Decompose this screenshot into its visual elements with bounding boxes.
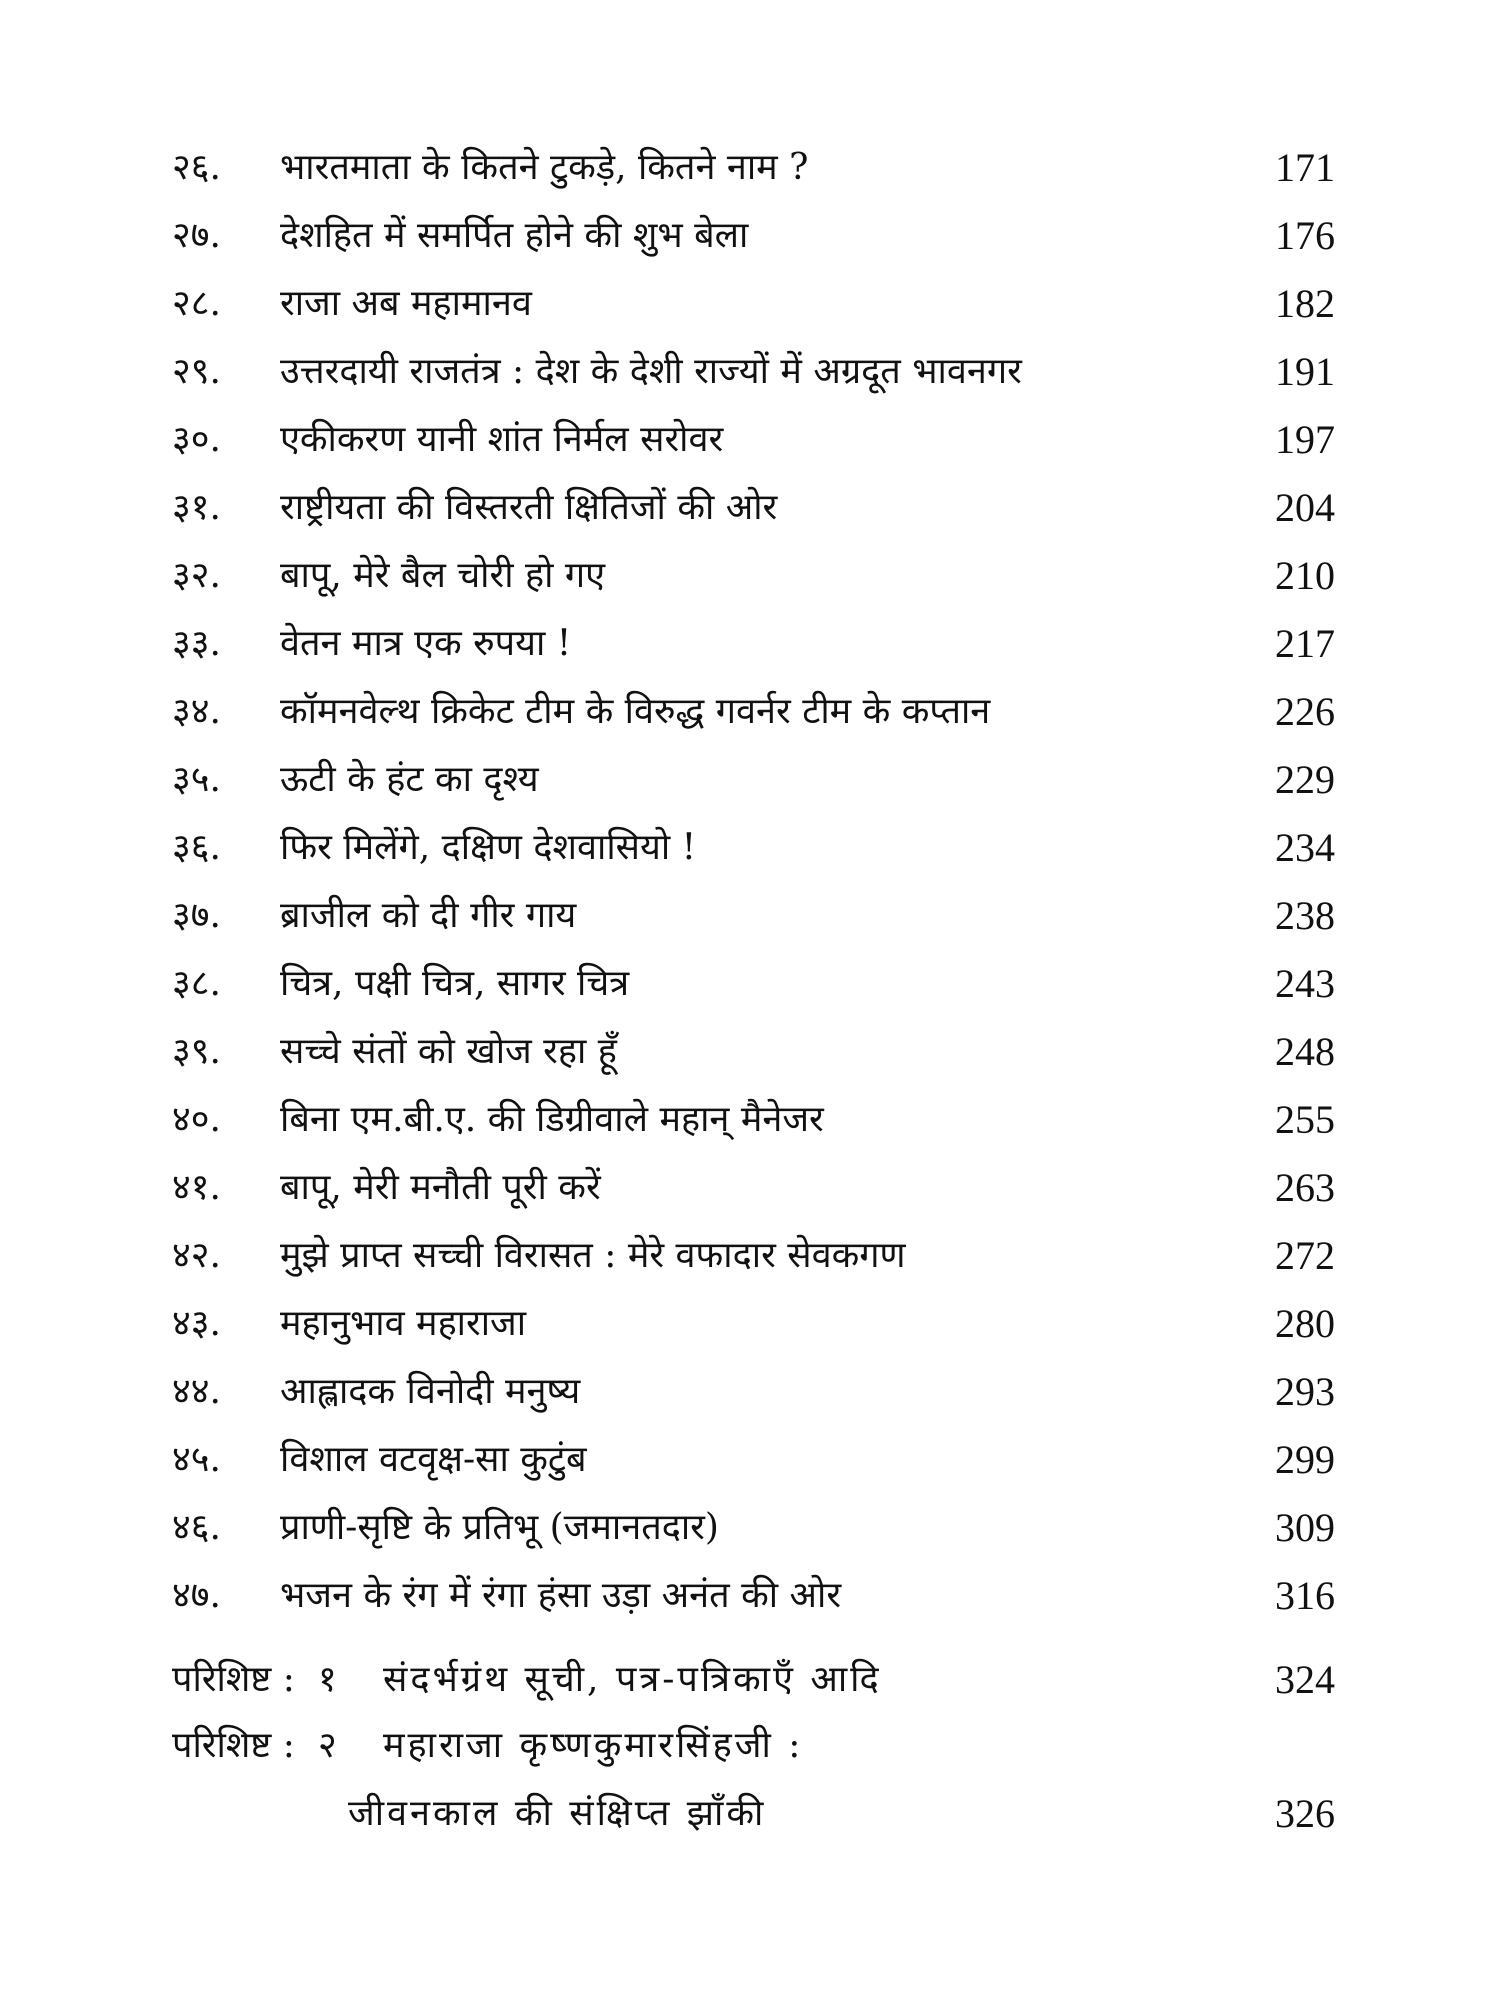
entry-number: ४२. (172, 1235, 221, 1276)
entry-title: ब्राजील को दी गीर गाय (280, 895, 577, 936)
entry-title: फिर मिलेंगे, दक्षिण देशवासियो ! (280, 827, 697, 868)
entry-title: आह्लादक विनोदी मनुष्य (280, 1371, 581, 1412)
entry-page: 217 (1275, 621, 1335, 666)
toc-entry (0, 1294, 1500, 1354)
entry-page: 182 (1275, 281, 1335, 326)
toc-entry (0, 274, 1500, 334)
entry-title: भजन के रंग में रंगा हंसा उड़ा अनंत की ओर (280, 1575, 842, 1616)
appendix-number: १ (318, 1659, 337, 1700)
entry-title: राष्ट्रीयता की विस्तरती क्षितिजों की ओर (280, 487, 778, 528)
entry-number: ४६. (172, 1507, 221, 1548)
entry-title: उत्तरदायी राजतंत्र : देश के देशी राज्यों में अग्रदूत भावनगर (280, 351, 1022, 392)
appendix-continuation-page: 326 (1275, 1791, 1335, 1836)
appendix-label: परिशिष्ट : (172, 1659, 295, 1700)
entry-title: सच्चे संतों को खोज रहा हूँ (280, 1031, 617, 1072)
entry-number: ३८. (172, 963, 221, 1004)
entry-number: ४४. (172, 1371, 221, 1412)
entry-number: ३३. (172, 623, 221, 664)
toc-entry (0, 954, 1500, 1014)
appendix-page: 324 (1275, 1657, 1335, 1702)
entry-page: 299 (1275, 1437, 1335, 1482)
entry-page: 280 (1275, 1301, 1335, 1346)
entry-page: 191 (1275, 349, 1335, 394)
entry-title: बापू, मेरी मनौती पूरी करें (280, 1167, 601, 1208)
entry-page: 197 (1275, 417, 1335, 462)
entry-number: ३४. (172, 691, 221, 732)
toc-entry (0, 750, 1500, 810)
entry-title: विशाल वटवृक्ष-सा कुटुंब (280, 1439, 587, 1480)
entry-title: चित्र, पक्षी चित्र, सागर चित्र (280, 963, 630, 1004)
entry-page: 255 (1275, 1097, 1335, 1142)
entry-page: 234 (1275, 825, 1335, 870)
toc-entry (0, 818, 1500, 878)
entry-page: 316 (1275, 1573, 1335, 1618)
entry-title: राजा अब महामानव (280, 283, 532, 324)
toc-entry (0, 1498, 1500, 1558)
toc-entry (0, 682, 1500, 742)
toc-entry (0, 614, 1500, 674)
entry-page: 176 (1275, 213, 1335, 258)
entry-page: 309 (1275, 1505, 1335, 1550)
entry-number: ३७. (172, 895, 221, 936)
entry-number: ३९. (172, 1031, 221, 1072)
entry-number: ३२. (172, 555, 221, 596)
appendix-continuation-title: जीवनकाल की संक्षिप्त झाँकी (348, 1793, 767, 1834)
toc-entry (0, 1158, 1500, 1218)
entry-number: ३५. (172, 759, 221, 800)
entry-title: कॉमनवेल्थ क्रिकेट टीम के विरुद्ध गवर्नर टीम के कप्तान (280, 691, 991, 732)
entry-number: ३६. (172, 827, 221, 868)
entry-page: 171 (1275, 145, 1335, 190)
entry-title: वेतन मात्र एक रुपया ! (280, 623, 572, 664)
entry-page: 248 (1275, 1029, 1335, 1074)
appendix-continuation (0, 1784, 1500, 1844)
entry-title: बिना एम.बी.ए. की डिग्रीवाले महान् मैनेजर (280, 1099, 824, 1140)
entry-number: ४३. (172, 1303, 221, 1344)
toc-entry (0, 1430, 1500, 1490)
toc-entry (0, 1362, 1500, 1422)
entry-page: 272 (1275, 1233, 1335, 1278)
appendix-number: २ (318, 1725, 337, 1766)
entry-title: महानुभाव महाराजा (280, 1303, 527, 1344)
entry-number: २७. (172, 215, 221, 256)
entry-title: देशहित में समर्पित होने की शुभ बेला (280, 215, 749, 256)
entry-title: भारतमाता के कितने टुकड़े, कितने नाम ? (280, 147, 809, 188)
toc-entry (0, 410, 1500, 470)
entry-page: 229 (1275, 757, 1335, 802)
entry-number: २८. (172, 283, 221, 324)
entry-title: ऊटी के हंट का दृश्य (280, 759, 539, 800)
entry-page: 204 (1275, 485, 1335, 530)
entry-number: ३०. (172, 419, 221, 460)
toc-entry (0, 342, 1500, 402)
entry-page: 293 (1275, 1369, 1335, 1414)
entry-number: ४०. (172, 1099, 221, 1140)
entry-number: २९. (172, 351, 221, 392)
entry-number: ३१. (172, 487, 221, 528)
toc-entry (0, 478, 1500, 538)
toc-entry (0, 1566, 1500, 1626)
appendix-title: महाराजा कृष्णकुमारसिंहजी : (383, 1725, 804, 1766)
entry-page: 210 (1275, 553, 1335, 598)
entry-number: २६. (172, 147, 221, 188)
entry-title: बापू, मेरे बैल चोरी हो गए (280, 555, 606, 596)
appendix-title: संदर्भग्रंथ सूची, पत्र-पत्रिकाएँ आदि (383, 1659, 882, 1700)
toc-entry (0, 546, 1500, 606)
entry-number: ४५. (172, 1439, 221, 1480)
entry-title: प्राणी-सृष्टि के प्रतिभू (जमानतदार) (280, 1507, 719, 1548)
toc-entry (0, 1226, 1500, 1286)
toc-entry (0, 886, 1500, 946)
entry-number: ४१. (172, 1167, 221, 1208)
toc-entry (0, 206, 1500, 266)
entry-title: एकीकरण यानी शांत निर्मल सरोवर (280, 419, 724, 460)
entry-page: 263 (1275, 1165, 1335, 1210)
entry-number: ४७. (172, 1575, 221, 1616)
entry-page: 226 (1275, 689, 1335, 734)
appendix-label: परिशिष्ट : (172, 1725, 295, 1766)
entry-title: मुझे प्राप्त सच्ची विरासत : मेरे वफादार सेवकगण (280, 1235, 906, 1276)
appendix-entry (0, 1716, 1500, 1776)
appendix-entry (0, 1650, 1500, 1710)
entry-page: 238 (1275, 893, 1335, 938)
entry-page: 243 (1275, 961, 1335, 1006)
toc-entry (0, 1022, 1500, 1082)
toc-entry (0, 1090, 1500, 1150)
toc-entry (0, 138, 1500, 198)
